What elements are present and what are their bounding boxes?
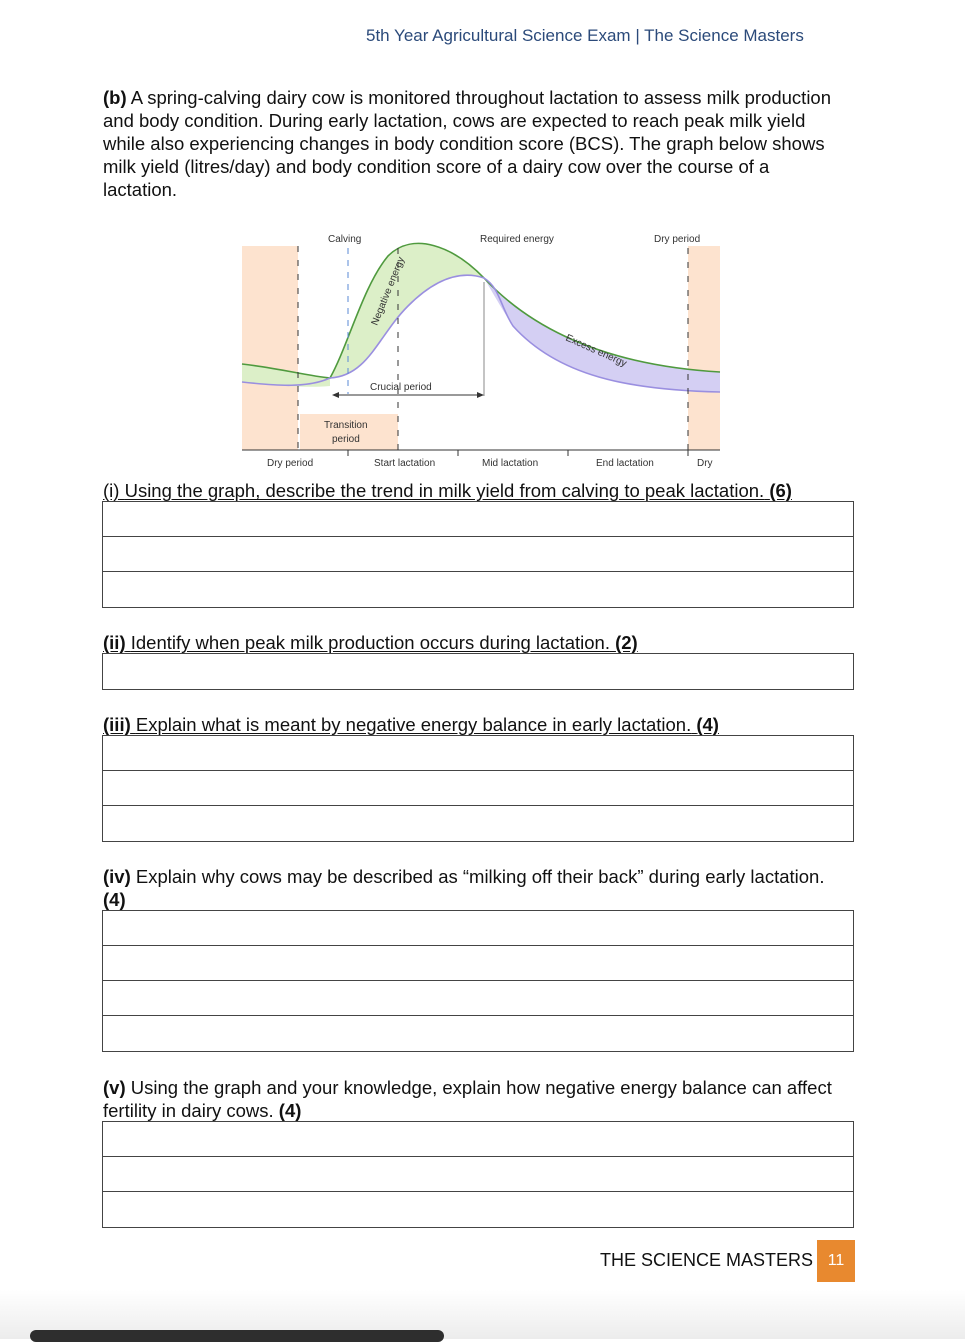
label-crucial-period: Crucial period [370,382,432,393]
question-iv-text: Explain why cows may be described as “milking off their back” during early lactation. [135,866,825,887]
crucial-arrow-left-head [332,392,339,398]
question-ii-marks: (2) [615,632,638,653]
x-label-end-lactation: End lactation [596,458,654,469]
answer-line[interactable] [103,806,853,841]
question-iv-marks: (4) [103,889,126,910]
question-iv-label: (iv) [103,866,131,887]
question-ii-text: Identify when peak milk production occurs during lactation. [130,632,610,653]
answer-line[interactable] [103,537,853,572]
page-number: 11 [817,1240,855,1282]
answer-line[interactable] [103,502,853,537]
answer-box-iii[interactable] [102,735,854,842]
question-ii [103,631,638,654]
question-iii-text: Explain what is meant by negative energy balance in early lactation. [135,714,692,735]
answer-line[interactable] [103,654,853,689]
answer-line[interactable] [103,1192,853,1227]
answer-line[interactable] [103,1122,853,1157]
answer-line[interactable] [103,771,853,806]
x-label-mid-lactation: Mid lactation [482,458,539,469]
answer-line[interactable] [103,572,853,607]
question-v [103,1076,848,1122]
question-i-marks: (6) [769,480,792,501]
answer-box-ii[interactable] [102,653,854,690]
question-v-marks: (4) [278,1100,302,1121]
question-iii-label: (iii) [103,714,131,735]
question-iv [103,865,833,911]
negative-energy-area [330,243,484,378]
excess-energy-area [484,278,720,392]
answer-line[interactable] [103,1016,853,1051]
dry-period-zone-right [688,246,720,450]
answer-line[interactable] [103,981,853,1016]
question-iii-marks: (4) [696,714,719,735]
answer-box-iv[interactable] [102,910,854,1052]
question-i-label: (i) [103,480,120,501]
answer-line[interactable] [103,736,853,771]
question-iii [103,713,719,736]
label-excess-energy: Excess energy [563,332,629,370]
x-label-dry-period: Dry period [267,458,314,469]
answer-line[interactable] [103,911,853,946]
lactation-energy-diagram [238,226,728,472]
footer-label: THE SCIENCE MASTERS [600,1250,814,1270]
x-label-start-lactation: Start lactation [374,458,436,469]
label-negative-energy: Negative energy [369,255,408,328]
question-v-label: (v) [103,1077,126,1098]
answer-box-i[interactable] [102,501,854,608]
horizontal-scrollbar[interactable] [30,1330,444,1342]
label-calving: Calving [328,234,362,245]
answer-box-v[interactable] [102,1121,854,1228]
answer-line[interactable] [103,946,853,981]
x-label-dry: Dry [697,458,713,469]
intro-label: (b) [103,87,127,108]
intro-paragraph [103,86,843,201]
question-ii-label: (ii) [103,632,126,653]
question-i [103,479,792,502]
question-v-text: Using the graph and your knowledge, explain how negative energy balance can affect fertility in dairy cows. [103,1077,832,1121]
answer-line[interactable] [103,1157,853,1192]
label-transition-1: Transition [324,420,368,431]
label-dry-period-top: Dry period [654,234,701,245]
label-transition-2: period [332,434,360,445]
page-header: 5th Year Agricultural Science Exam | The Science Masters [366,26,804,45]
intro-text: A spring-calving dairy cow is monitored throughout lactation to assess milk production and body condition. During early lactation, cows are expected to reach peak milk yield while also experiencing changes in body condition score (BCS). The graph below shows milk yield (litres/day) and body condition score of a dairy cow over the course of a lactation. [103,87,832,200]
label-required-energy: Required energy [480,234,554,245]
dry-period-zone-left [242,246,298,450]
question-i-text: Using the graph, describe the trend in milk yield from calving to peak lactation. [124,480,765,501]
crucial-arrow-right-head [477,392,484,398]
required-energy-curve [242,243,720,378]
